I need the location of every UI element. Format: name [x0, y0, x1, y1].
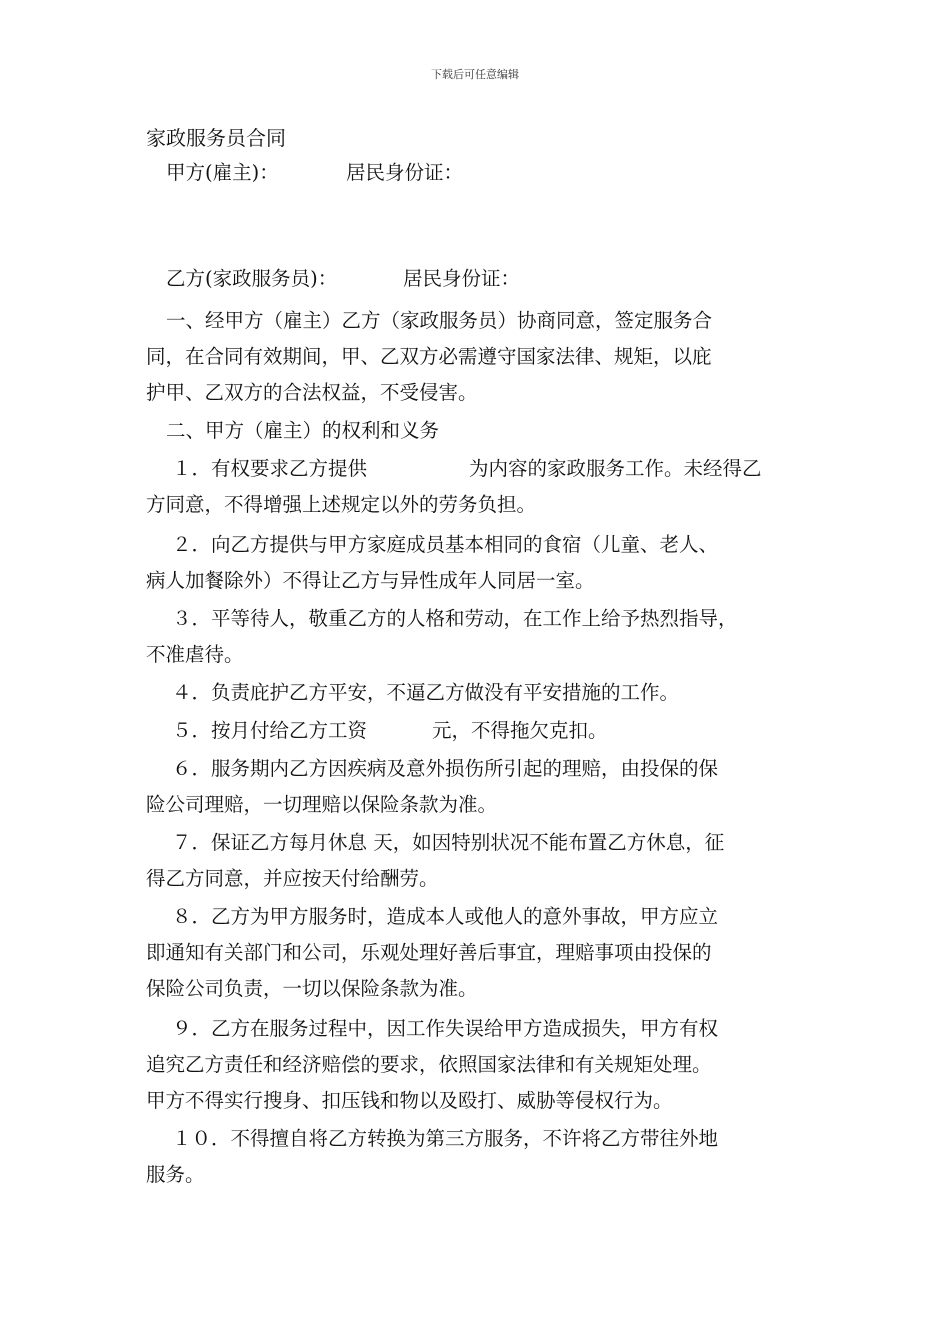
- item-3-line-2: 不准虐待。: [146, 643, 244, 666]
- item-6-line-1: ６．服务期内乙方因疾病及意外损伤所引起的理赔，由投保的保: [172, 757, 719, 780]
- item-5-part-a: ５．按月付给乙方工资: [172, 719, 368, 742]
- document-title: 家政服务员合同: [146, 126, 286, 150]
- item-8-line-2: 即通知有关部门和公司，乐观处理好善后事宜，理赔事项由投保的: [146, 941, 712, 964]
- item-2-line-2: 病人加餐除外）不得让乙方与异性成年人同居一室。: [146, 569, 595, 592]
- party-a-id-label: 居民身份证：: [346, 161, 464, 184]
- item-1-line-2: 方同意，不得增强上述规定以外的劳务负担。: [146, 493, 537, 516]
- item-9-line-2: 追究乙方责任和经济赔偿的要求，依照国家法律和有关规矩处理。: [146, 1053, 712, 1076]
- item-9-line-3: 甲方不得实行搜身、扣压钱和物以及殴打、威胁等侵权行为。: [146, 1089, 673, 1112]
- item-1-line-1b: 为内容的家政服务工作。未经得乙: [469, 457, 762, 480]
- clause-2-heading: 二、甲方（雇主）的权利和义务: [166, 419, 440, 442]
- item-8-line-1: ８．乙方为甲方服务时，造成本人或他人的意外事故，甲方应立: [172, 905, 719, 928]
- item-7-line-2: 得乙方同意，并应按天付给酬劳。: [146, 867, 439, 890]
- item-4: ４．负责庇护乙方平安，不逼乙方做没有平安措施的工作。: [172, 681, 680, 704]
- item-2-line-1: ２．向乙方提供与甲方家庭成员基本相同的食宿（儿童、老人、: [172, 533, 719, 556]
- party-b-id-label: 居民身份证：: [403, 267, 521, 290]
- item-5-part-b: 元，不得拖欠克扣。: [432, 719, 608, 742]
- item-10-line-1: １０．不得擅自将乙方转换为第三方服务，不许将乙方带往外地: [172, 1127, 719, 1150]
- item-7-line-1: ７．保证乙方每月休息 天，如因特别状况不能布置乙方休息，征: [172, 831, 725, 854]
- item-6-line-2: 险公司理赔，一切理赔以保险条款为准。: [146, 793, 498, 816]
- clause-1-line-2: 同，在合同有效期间，甲、乙双方必需遵守国家法律、规矩，以庇: [146, 345, 712, 368]
- item-9-line-1: ９．乙方在服务过程中，因工作失误给甲方造成损失，甲方有权: [172, 1017, 719, 1040]
- party-b-label: 乙方(家政服务员)：: [166, 267, 338, 290]
- item-10-line-2: 服务。: [146, 1163, 205, 1186]
- item-3-line-1: ３．平等待人，敬重乙方的人格和劳动，在工作上给予热烈指导，: [172, 607, 738, 630]
- party-a-label: 甲方(雇主)：: [166, 161, 279, 184]
- item-8-line-3: 保险公司负责，一切以保险条款为准。: [146, 977, 478, 1000]
- page-header: 下载后可任意编辑: [431, 68, 519, 81]
- clause-1-line-1: 一、经甲方（雇主）乙方（家政服务员）协商同意，签定服务合: [166, 309, 713, 332]
- item-1-line-1a: １．有权要求乙方提供: [172, 457, 368, 480]
- clause-1-line-3: 护甲、乙双方的合法权益，不受侵害。: [146, 381, 478, 404]
